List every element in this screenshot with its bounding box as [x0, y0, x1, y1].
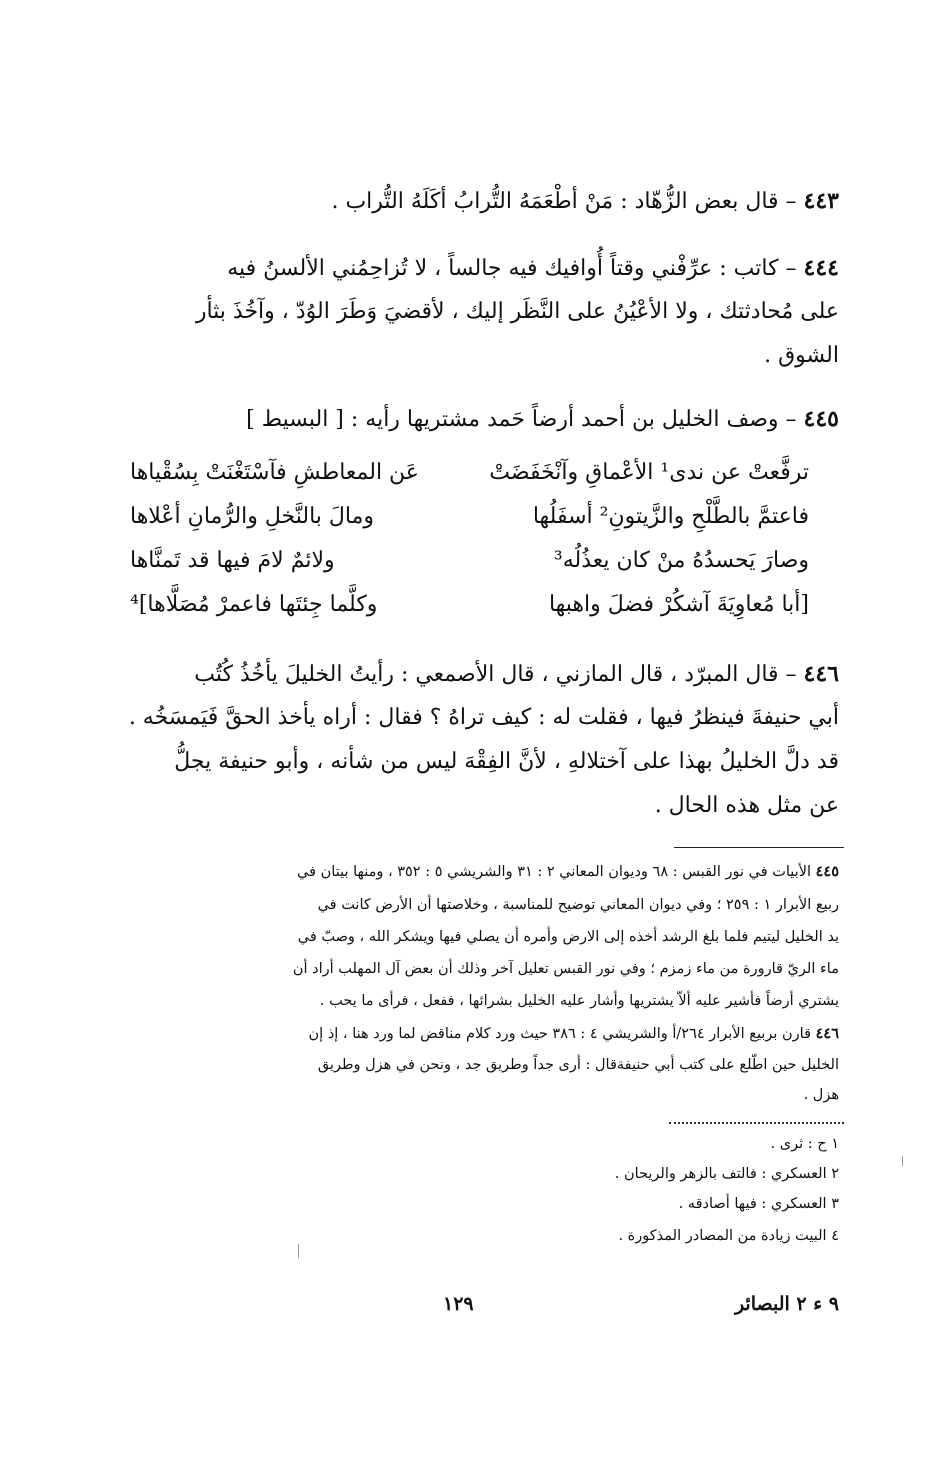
entry-number: ٤٤٦ [803, 661, 839, 687]
footnote-number: ٤٤٥ [815, 863, 839, 880]
verse-first-hemistich: فاعتمَّ بالطَّلْحِ والزَّيتونِ² أسفَلُها [532, 504, 809, 529]
entry-446-line-3: قد دلَّ الخليلُ بهذا على آختلالهِ ، لأنَّ الفِقْهَ ليس من شأنه ، وأبو حنيفة يجلُّ [174, 749, 839, 774]
poem-verse-4 [130, 592, 809, 632]
variant-note-4: ٤ البيت زيادة من المصادر المذكورة . [618, 1228, 839, 1244]
entry-444-line-2: على مُحادثتك ، ولا الأعْيُنُ على النَّظَر إليك ، لأقضيَ وَطَرَ الوُدّ ، وآخُذَ بثأر [195, 299, 839, 324]
footnote-separator [674, 847, 844, 848]
page-number: ١٢٩ [443, 1293, 474, 1315]
entry-444-line-1 [105, 254, 839, 284]
footnote-446-line-1 [100, 1024, 839, 1045]
footnote-446-line-2: الخليل حين اطّلع على كتب أبي حنيفةقال : أرى جداً وطريق جد ، ونحن في هزل وطريق [317, 1057, 839, 1073]
variant-note-3: ٣ العسكري : فيها أصادقه . [678, 1196, 839, 1212]
entry-number: ٤٤٤ [803, 255, 839, 281]
entry-text: – قال بعض الزُّهّاد : مَنْ أطْعَمَهُ التُّرابُ أكَلَهُ التُّراب . [331, 189, 797, 214]
verse-second-hemistich: ولائمٌ لامَ فيها قد تَمنَّاها [130, 548, 335, 573]
variant-note-2: ٢ العسكري : فالتف بالزهر والريحان . [614, 1166, 839, 1182]
poem-verse-1 [130, 460, 809, 500]
entry-446-line-4: عن مثل هذه الحال . [654, 793, 839, 818]
entry-text: – قال المبرّد ، قال المازني ، قال الأصمعي : رأيتُ الخليلَ يأخُذُ كُتُب [194, 662, 797, 687]
footnote-445-line-1 [100, 862, 839, 883]
footnote-446-line-3: هزل . [803, 1087, 839, 1103]
entry-446-line-2: أبي حنيفةَ فينظرُ فيها ، فقلت له : كيف تراهُ ؟ فقال : أراه يأخذ الحقَّ فَيَمسَخُه . [128, 705, 839, 730]
entry-445-line-1 [105, 405, 839, 435]
footnote-text: الأبيات في نور القبس : ٦٨ وديوان المعاني ٢ : ٣١ والشريشي ٥ : ٣٥٢ ، ومنها بيتان في [297, 864, 812, 880]
entry-text: – وصف الخليل بن أحمد أرضاً حَمد مشتريها رأيه : [ البسيط ] [246, 407, 797, 432]
variant-note-1: ١ ح : ثرى . [770, 1136, 839, 1152]
footnote-text: قارن بربيع الأبرار ٢٦٤/أ والشريشي ٤ : ٣٨٦ حيث ورد كلام مناقض لما ورد هنا ، إذ إن [308, 1026, 812, 1042]
scan-mark [902, 1156, 903, 1166]
poem-verse-3 [130, 548, 809, 588]
entry-446-line-1 [105, 660, 839, 690]
footnote-445-line-5: يشتري أرضاً فأشير عليه ألاّ يشتريها وأشار عليه الخليل بشرائها ، ففعل ، فرأى ما يحب . [319, 993, 839, 1009]
verse-second-hemistich: عَن المعاطشِ فآسْتَغْنَتْ بِسُقْياها [130, 460, 419, 485]
verse-first-hemistich: وصارَ يَحسدُهُ منْ كان يعذُلُه³ [553, 548, 809, 573]
entry-number: ٤٤٣ [803, 188, 839, 214]
entry-444-line-3: الشوق . [764, 343, 839, 368]
entry-443-line-1 [105, 187, 839, 217]
footnote-445-line-2: ربيع الأبرار ١ : ٢٥٩ ؛ وفي ديوان المعاني توضيح للمناسبة ، وخلاصتها أن الأرض كانت في [317, 897, 839, 913]
verse-second-hemistich: وكلَّما جِئتَها فاعمرْ مُصَلَّاها]⁴ [130, 592, 378, 617]
poem-verse-2 [130, 504, 809, 544]
verse-second-hemistich: ومالَ بالنَّخلِ والرُّمانِ أعْلاها [130, 504, 374, 529]
verse-first-hemistich: ترفَّعتْ عن ندى¹ الأعْماقِ وآنْخَفَضَتْ [489, 460, 809, 485]
scan-mark [298, 1244, 299, 1258]
entry-text: – كاتب : عرِّفْني وقتاً أُوافيك فيه جالساً ، لا تُزاحِمُني الألسنُ فيه [227, 256, 797, 281]
footnote-445-line-3: يد الخليل ليتيم فلما بلغ الرشد أخذه إلى الارض وأمره أن يصلي فيها ويشكر الله ، وصبّ في [297, 929, 839, 945]
signature-mark: ٩ ء ٢ البصائر [734, 1293, 839, 1315]
entry-number: ٤٤٥ [803, 406, 839, 432]
footnote-445-line-4: ماء الريّ قارورة من ماء زمزم ؛ وفي نور القبس تعليل آخر وذلك أن بعض آل المهلب أراد أن [292, 961, 839, 977]
verse-first-hemistich: [أبا مُعاوِيَةَ آشكُرْ فضلَ واهبها [548, 592, 809, 617]
footnote-number: ٤٤٦ [815, 1025, 839, 1042]
notes-separator [669, 1122, 844, 1124]
